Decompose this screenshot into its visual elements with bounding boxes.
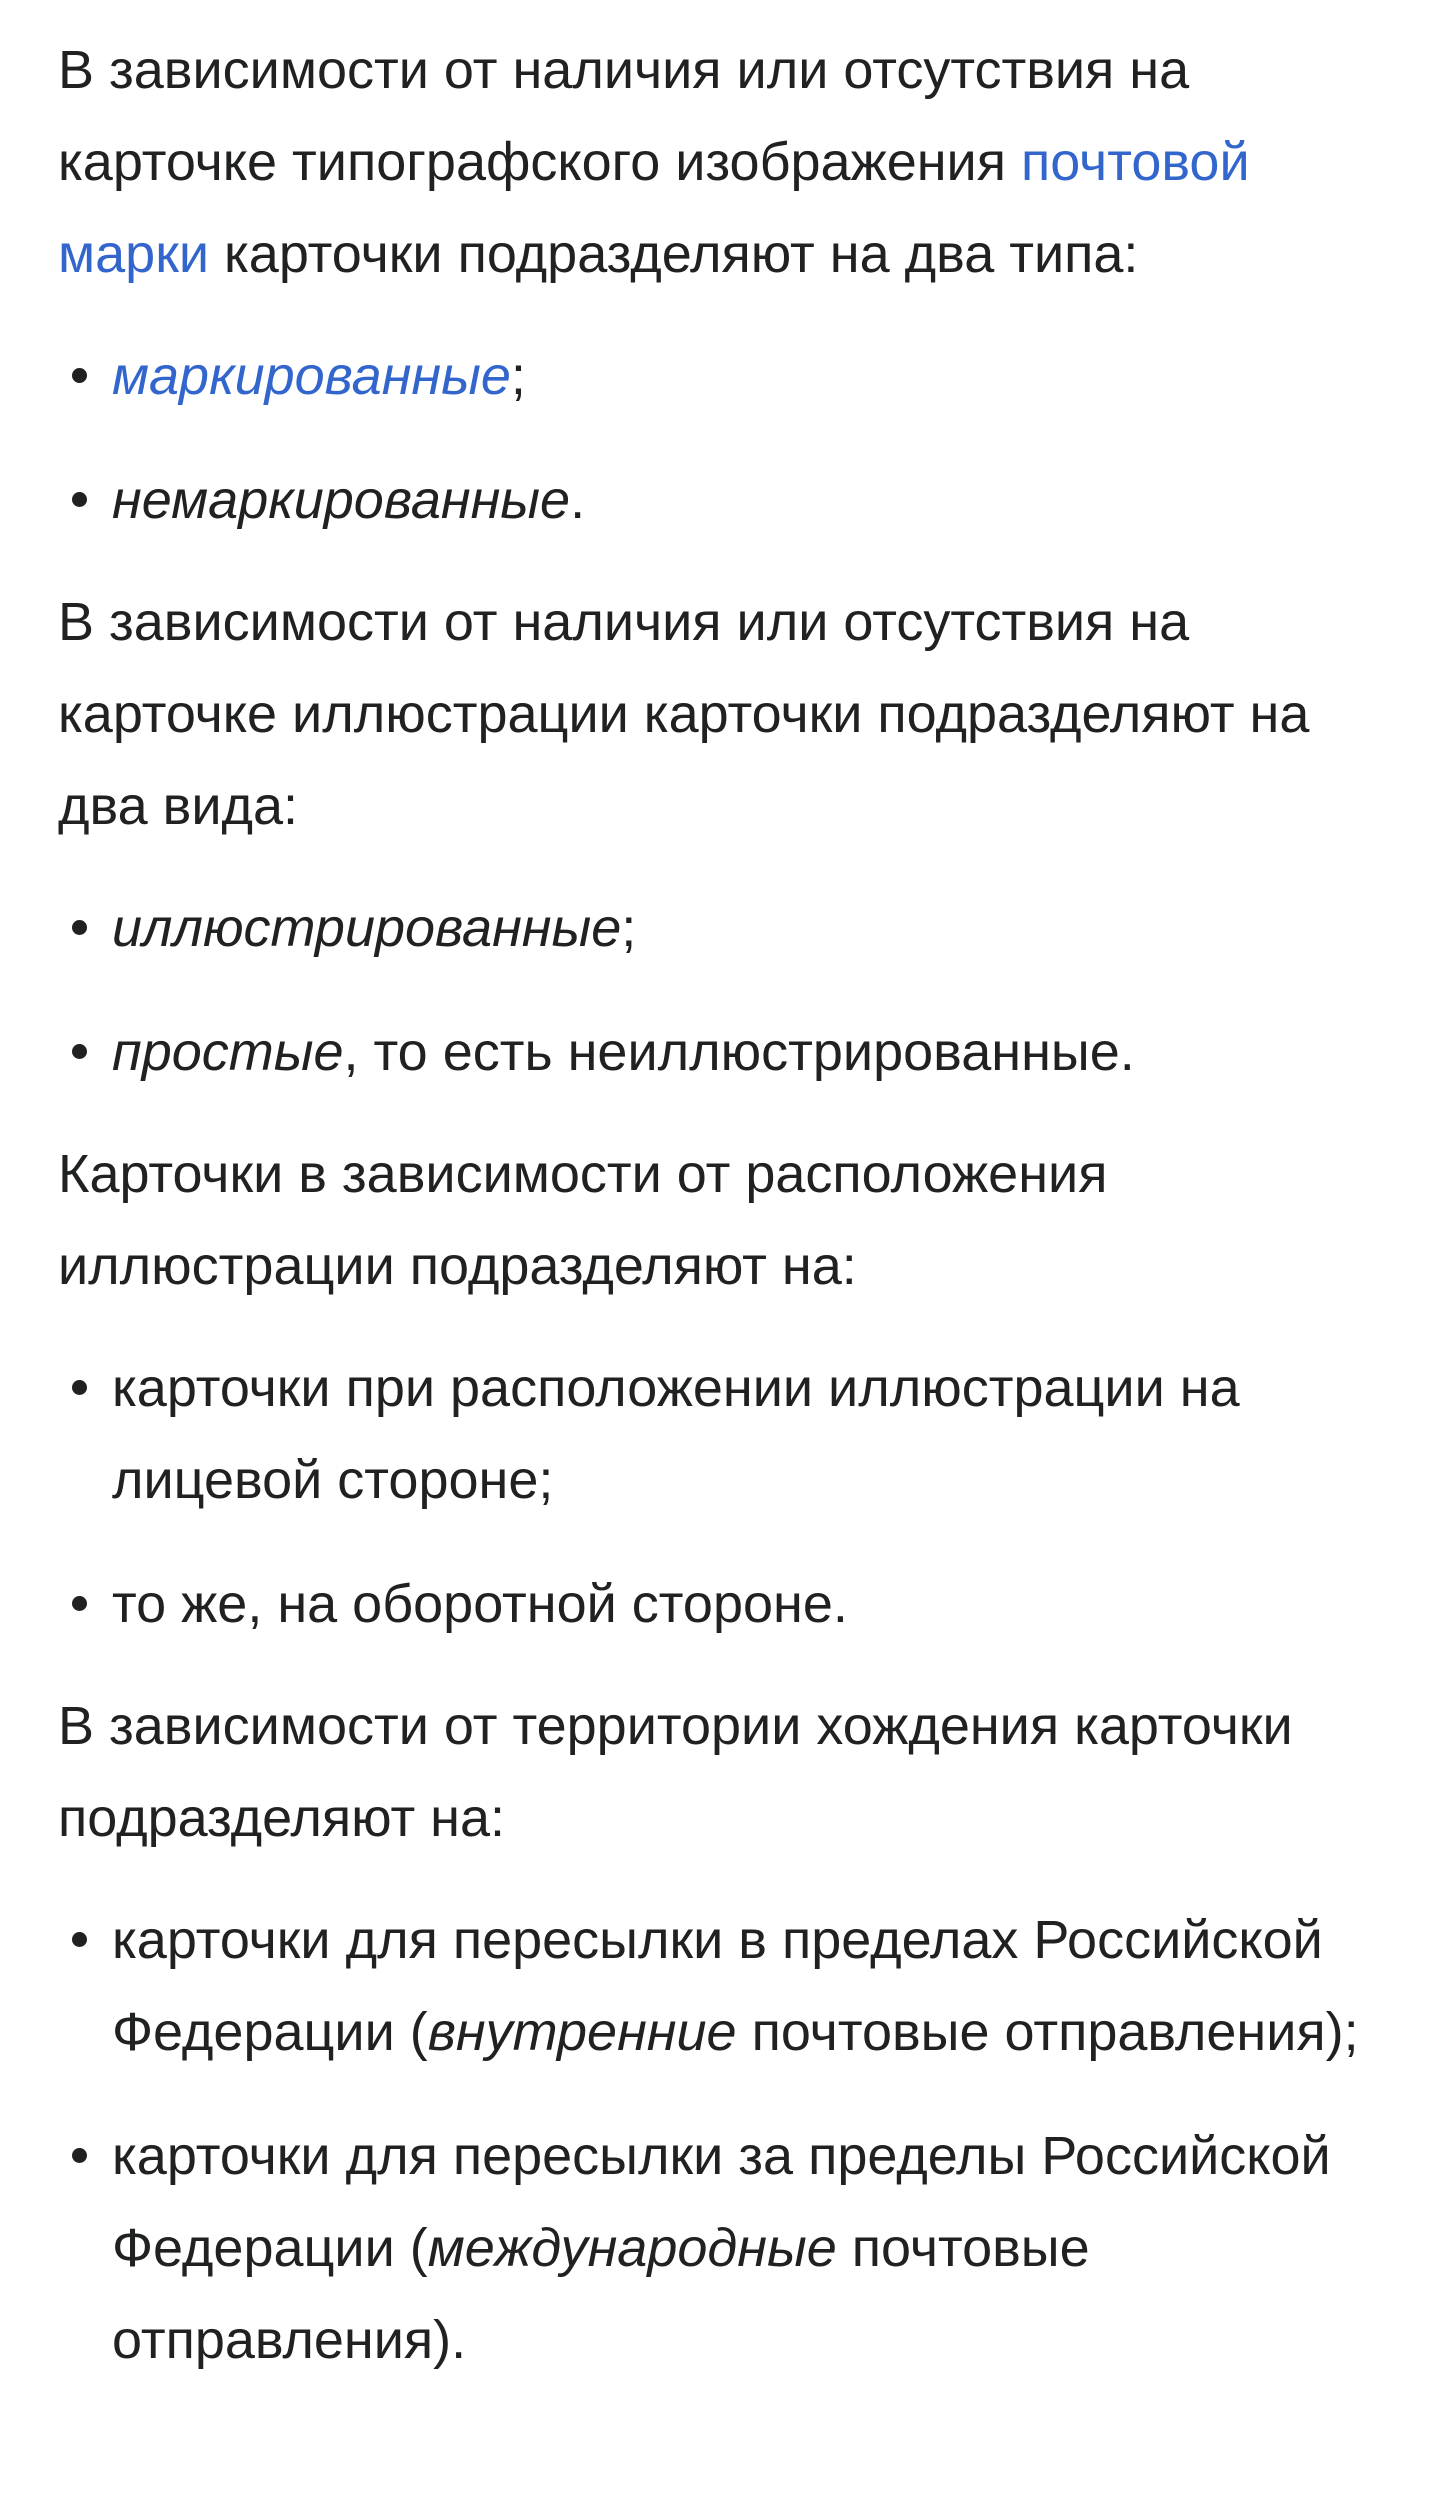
bullet-icon <box>72 920 87 935</box>
list-item-italic: внутренние <box>427 2002 737 2062</box>
list-item <box>58 882 1382 974</box>
link-postage-stamp[interactable]: почтовой марки <box>58 132 1250 284</box>
paragraph-stamp-types <box>58 24 1382 300</box>
list-item-italic: немаркированные <box>112 470 571 530</box>
list-item-suffix: почтовые отправления); <box>736 2002 1359 2062</box>
list-stamp-types <box>58 330 1382 546</box>
paragraph-illustration-position: Карточки в зависимости от расположения иллюстрации подразделяют на: <box>58 1144 1108 1296</box>
paragraph-text: карточки подразделяют на два типа: <box>208 224 1139 284</box>
bullet-icon <box>72 492 87 507</box>
bullet-icon <box>72 368 87 383</box>
list-item-suffix: , то есть неиллюстрированные. <box>343 1022 1135 1082</box>
bullet-icon <box>72 1380 87 1395</box>
list-illustration-position <box>58 1342 1382 1650</box>
bullet-icon <box>72 1596 87 1611</box>
bullet-icon <box>72 1932 87 1947</box>
list-item <box>58 454 1382 546</box>
bullet-icon <box>72 1044 87 1059</box>
list-item <box>58 1006 1382 1098</box>
list-item <box>58 330 1382 422</box>
list-item-prefix: карточки для пересылки за пределы Российской Федерации ( <box>112 2126 1331 2278</box>
list-item <box>58 2110 1382 2386</box>
list-item-italic: простые <box>112 1022 344 1082</box>
list-item-italic: международные <box>427 2218 837 2278</box>
list-item-suffix: . <box>570 470 586 530</box>
paragraph-illustration-types: В зависимости от наличия или отсутствия на карточке иллюстрации карточки подразделяют на два вида: <box>58 592 1310 836</box>
bullet-icon <box>72 2148 87 2163</box>
paragraph-text: В зависимости от наличия или отсутствия на карточке типографского изображения <box>58 40 1190 192</box>
list-item-text: карточки при расположении иллюстрации на лицевой стороне; <box>112 1358 1240 1510</box>
list-item-suffix: ; <box>510 346 526 406</box>
list-item-text: то же, на оборотной стороне. <box>112 1574 848 1634</box>
list-item-suffix: почтовые отправления). <box>112 2218 1090 2370</box>
list-item-prefix: карточки для пересылки в пределах Российской Федерации ( <box>112 1910 1323 2062</box>
paragraph-territory: В зависимости от территории хождения карточки подразделяют на: <box>58 1696 1293 1848</box>
list-territory <box>58 1894 1382 2386</box>
list-illustration-types <box>58 882 1382 1098</box>
list-item-italic: иллюстрированные <box>112 898 622 958</box>
link-marked[interactable]: маркированные <box>112 346 511 406</box>
list-item <box>58 1558 1382 1650</box>
list-item <box>58 1894 1382 2078</box>
list-item-suffix: ; <box>621 898 637 958</box>
list-item <box>58 1342 1382 1526</box>
